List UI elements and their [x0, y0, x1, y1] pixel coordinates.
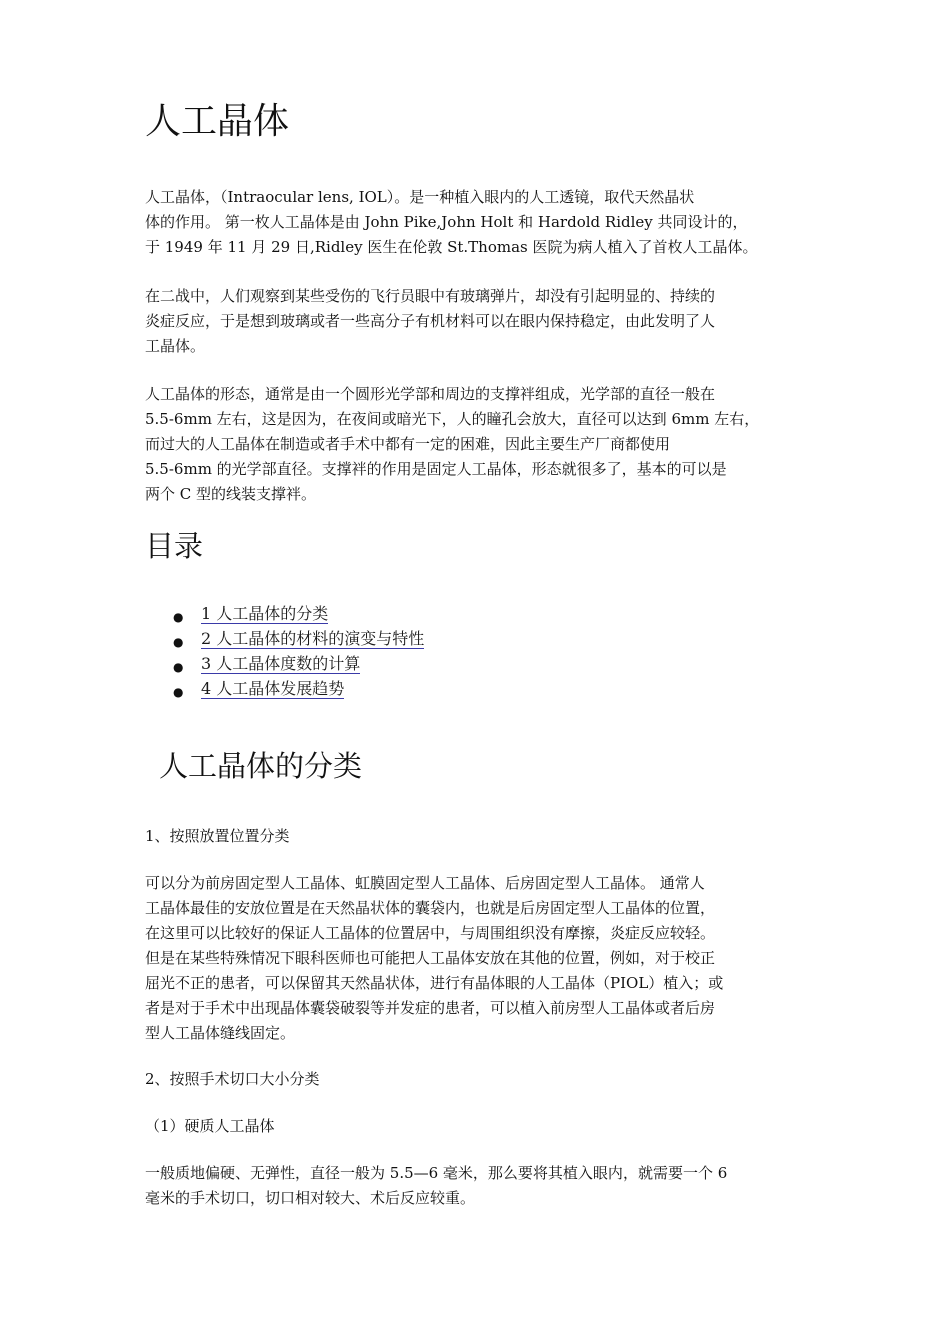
section-heading-classification: 人工晶体的分类	[159, 749, 363, 783]
intro-paragraph-3	[145, 382, 810, 507]
text-line: 型人工晶体缝线固定。	[145, 1024, 296, 1042]
toc-item	[145, 627, 424, 652]
placement-paragraph	[145, 871, 810, 1046]
text-line: 于 1949 年 11 月 29 日,Ridley 医生在伦敦 St.Thomas 医院为病人植入了首枚人工晶体。	[145, 238, 758, 256]
text-line: 炎症反应，于是想到玻璃或者一些高分子有机材料可以在眼内保持稳定，由此发明了人	[145, 312, 716, 330]
text-line: 工晶体。	[145, 337, 206, 355]
text-line: （1）硬质人工晶体	[145, 1117, 275, 1135]
subheading-incision-size	[145, 1067, 810, 1092]
table-of-contents	[145, 602, 424, 702]
text-line: 2、按照手术切口大小分类	[145, 1070, 320, 1088]
text-line: 1、按照放置位置分类	[145, 827, 290, 845]
toc-link-classification[interactable]: 1 人工晶体的分类	[201, 604, 329, 623]
text-line: 屈光不正的患者，可以保留其天然晶状体，进行有晶体眼的人工晶体（PIOL）植入；或	[145, 974, 724, 992]
text-line: 5.5-6mm 左右，这是因为，在夜间或暗光下，人的瞳孔会放大，直径可以达到 6mm 左右，	[145, 410, 760, 428]
toc-heading: 目录	[145, 529, 204, 563]
subheading-hard-iol	[145, 1114, 810, 1139]
text-line: 5.5-6mm 的光学部直径。支撑袢的作用是固定人工晶体，形态就很多了，基本的可以是	[145, 460, 727, 478]
toc-item	[145, 602, 424, 627]
text-line: 而过大的人工晶体在制造或者手术中都有一定的困难，因此主要生产厂商都使用	[145, 435, 671, 453]
text-line: 工晶体最佳的安放位置是在天然晶状体的囊袋内，也就是后房固定型人工晶体的位置，	[145, 899, 716, 917]
bullet-icon: ●	[173, 635, 184, 649]
toc-link-power-calculation[interactable]: 3 人工晶体度数的计算	[201, 654, 361, 673]
toc-item	[145, 652, 424, 677]
intro-paragraph-2	[145, 284, 810, 359]
bullet-icon: ●	[173, 685, 184, 699]
text-line: 人工晶体，（Intraocular lens, IOL）。是一种植入眼内的人工透镜，取代天然晶状	[145, 188, 695, 206]
toc-link-trends[interactable]: 4 人工晶体发展趋势	[201, 679, 345, 698]
text-line: 可以分为前房固定型人工晶体、虹膜固定型人工晶体、后房固定型人工晶体。 通常人	[145, 874, 705, 892]
bullet-icon: ●	[173, 610, 184, 624]
text-line: 人工晶体的形态，通常是由一个圆形光学部和周边的支撑袢组成，光学部的直径一般在	[145, 385, 716, 403]
bullet-icon: ●	[173, 660, 184, 674]
text-line: 在二战中，人们观察到某些受伤的飞行员眼中有玻璃弹片，却没有引起明显的、持续的	[145, 287, 716, 305]
text-line: 体的作用。 第一枚人工晶体是由 John Pike,John Holt 和 Hardold Ridley 共同设计的，	[145, 213, 748, 231]
intro-paragraph-1	[145, 185, 810, 260]
text-line: 但是在某些特殊情况下眼科医师也可能把人工晶体安放在其他的位置，例如，对于校正	[145, 949, 716, 967]
text-line: 毫米的手术切口，切口相对较大、术后反应较重。	[145, 1189, 476, 1207]
text-line: 一般质地偏硬、无弹性，直径一般为 5.5—6 毫米，那么要将其植入眼内，就需要一个 6	[145, 1164, 728, 1182]
page-title: 人工晶体	[145, 101, 290, 142]
toc-item	[145, 677, 424, 702]
hard-iol-paragraph	[145, 1161, 810, 1211]
toc-link-materials[interactable]: 2 人工晶体的材料的演变与特性	[201, 629, 425, 648]
text-line: 者是对于手术中出现晶体囊袋破裂等并发症的患者，可以植入前房型人工晶体或者后房	[145, 999, 716, 1017]
text-line: 在这里可以比较好的保证人工晶体的位置居中，与周围组织没有摩擦，炎症反应较轻。	[145, 924, 716, 942]
text-line: 两个 C 型的线装支撑袢。	[145, 485, 317, 503]
subheading-placement	[145, 824, 810, 849]
